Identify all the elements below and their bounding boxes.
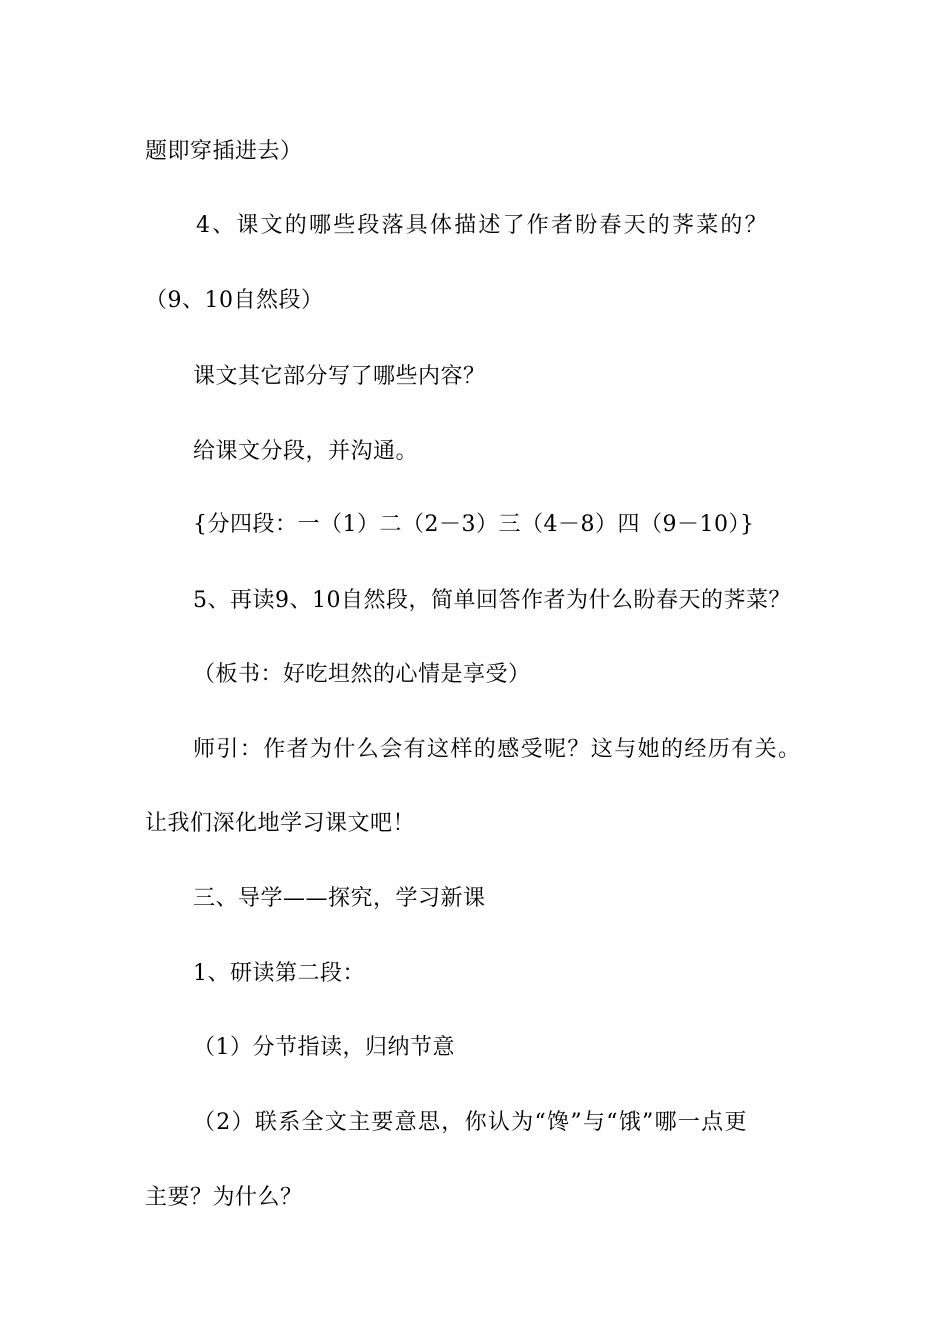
- paragraph-line: 让我们深化地学习课文吧！: [145, 811, 416, 836]
- question-5-line: 5、再读9、10自然段，简单回答作者为什么盼春天的荠菜？: [193, 588, 791, 613]
- list-item: （2）联系全文主要意思，你认为“馋”与“饿”哪一点更: [193, 1110, 748, 1135]
- segmentation-line: {分四段：一（1）二（2－3）三（4－8）四（9－10）}: [193, 512, 755, 537]
- paragraph-line: 题即穿插进去）: [145, 139, 303, 164]
- board-note-line: （板书：好吃坦然的心情是享受）: [193, 662, 531, 687]
- answer-line: （9、10自然段）: [145, 288, 324, 313]
- list-item: （1）分节指读，归纳节意: [193, 1035, 455, 1060]
- question-4-line: 4、课文的哪些段落具体描述了作者盼春天的荠菜的？: [196, 213, 769, 238]
- paragraph-line: 课文其它部分写了哪些内容？: [193, 364, 486, 389]
- section-heading: 三、导学——探究，学习新课: [193, 886, 486, 911]
- teacher-guide-line: 师引：作者为什么会有这样的感受呢？这与她的经历有关。: [193, 737, 802, 762]
- subsection-heading: 1、研读第二段：: [193, 961, 365, 986]
- paragraph-line: 主要？为什么？: [145, 1185, 303, 1210]
- paragraph-line: 给课文分段，并沟通。: [193, 439, 419, 464]
